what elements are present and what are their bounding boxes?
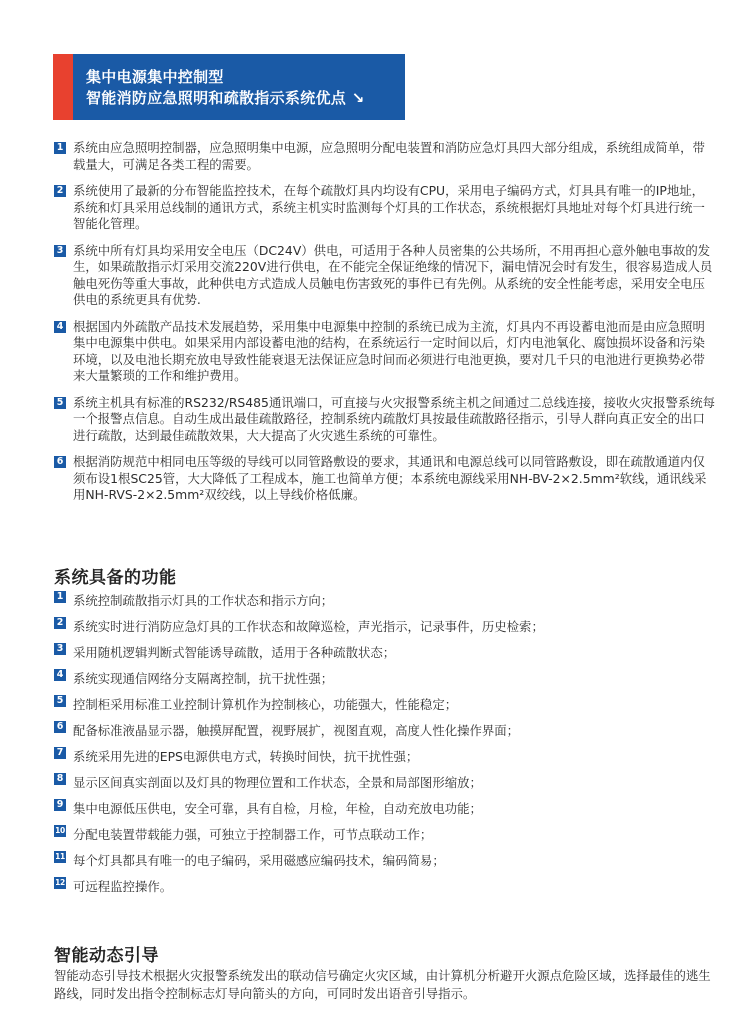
- number-badge: 10: [55, 826, 65, 835]
- number-badge: 3: [54, 245, 66, 257]
- functions-heading: 系统具备的功能: [54, 568, 177, 588]
- number-badge: 4: [54, 669, 66, 681]
- guide-paragraph: 智能动态引导技术根据火灾报警系统发出的联动信号确定火灾区域，由计算机分析避开火源点危险区域，选择最佳的逃生路线，同时发出指令控制标志灯导向箭头的方向，可同时发出语音引导指示。: [54, 968, 711, 1001]
- function-text: 配备标准液晶显示器，触摸屏配置，视野展扩，视图直观，高度人性化操作界面；: [73, 723, 520, 738]
- guide-heading: 智能动态引导: [54, 946, 159, 966]
- function-text: 系统采用先进的EPS电源供电方式，转换时间快，抗干扰性强；: [73, 749, 419, 764]
- advantage-text: 根据国内外疏散产品技术发展趋势，采用集中电源集中控制的系统已成为主流，灯具内不再设蓄电池而是由应急照明集中电源集中供电。如果采用内部设蓄电池的结构，在系统运行一定时间以后，灯内电池氧化、腐蚀损坏设备和污染环境，以及电池长期充放电导致性能衰退无法保证应急时间而必须进行电池更换，要对几千只的电池进行更换势必带来大量繁琐的工作和维护费用。: [73, 318, 705, 383]
- function-text: 分配电装置带载能力强，可独立于控制器工作，可节点联动工作；: [73, 827, 433, 842]
- banner-accent-bar: [53, 54, 73, 120]
- advantage-item: [54, 319, 716, 385]
- advantage-text: 系统主机具有标准的RS232/RS485通讯端口，可直接与火灾报警系统主机之间通过二总线连接，接收火灾报警系统每一个报警点信息。自动生成出最佳疏散路径，控制系统内疏散灯具按最佳疏散路径指示，引导人群向真正安全的出口进行疏散，达到最佳疏散效果，大大提高了火灾逃生系统的可靠性。: [73, 394, 716, 443]
- function-item: [54, 720, 716, 746]
- function-item: [54, 694, 716, 720]
- number-badge: 5: [54, 397, 66, 409]
- banner-title-line-1: 集中电源集中控制型: [86, 68, 224, 86]
- number-badge: 8: [54, 773, 66, 785]
- header-banner: [53, 54, 405, 120]
- number-badge: 9: [54, 799, 66, 811]
- function-text: 可远程监控操作。: [73, 879, 173, 894]
- advantage-text: 系统中所有灯具均采用安全电压（DC24V）供电，可适用于各种人员密集的公共场所，不用再担心意外触电事故的发生，如果疏散指示灯采用交流220V进行供电，在不能完全保证绝缘的情况下，漏电情况会时有发生，很容易造成人员触电死伤等重大事故，此种供电方式造成人员触电伤害致死的事件已有先例。从系统的安全性能考虑，采用安全电压供电的系统更具有优势.: [73, 242, 713, 307]
- function-item: [54, 642, 716, 668]
- number-badge: 7: [54, 747, 66, 759]
- advantage-text: 根据消防规范中相同电压等级的导线可以同管路敷设的要求，其通讯和电源总线可以同管路敷设，即在疏散通道内仅须布设1根SC25管，大大降低了工程成本，施工也简单方便；本系统电源线采用NH-BV-2×2.5mm²软线，通讯线采用NH-RVS-2×2.5mm²双绞线，以上导线价格低廉。: [73, 454, 707, 502]
- function-item: [54, 668, 716, 694]
- number-badge: 11: [55, 852, 65, 861]
- function-item: [54, 876, 716, 902]
- advantage-text: 系统使用了最新的分布智能监控技术，在每个疏散灯具内均设有CPU，采用电子编码方式，灯具具有唯一的IP地址，系统和灯具采用总线制的通讯方式，系统主机实时监测每个灯具的工作状态，系统根据灯具地址对每个灯具进行统一智能化管理。: [73, 183, 705, 231]
- number-badge: 5: [54, 695, 66, 707]
- function-text: 集中电源低压供电，安全可靠，具有自检，月检，年检，自动充放电功能；: [73, 801, 482, 816]
- advantages-list: [54, 140, 716, 514]
- advantage-item: [54, 454, 716, 504]
- functions-list: [54, 590, 716, 902]
- function-text: 采用随机逻辑判断式智能诱导疏散，适用于各种疏散状态；: [73, 645, 396, 660]
- function-text: 系统控制疏散指示灯具的工作状态和指示方向；: [73, 593, 334, 608]
- function-item: [54, 590, 716, 616]
- number-badge: 4: [54, 321, 66, 333]
- function-text: 系统实时进行消防应急灯具的工作状态和故障巡检，声光指示，记录事件，历史检索；: [73, 619, 544, 634]
- function-item: [54, 850, 716, 876]
- advantage-item: [54, 243, 716, 309]
- number-badge: 1: [54, 142, 66, 154]
- number-badge: 6: [54, 721, 66, 733]
- banner-title-line-2: 智能消防应急照明和疏散指示系统优点 ↘: [86, 89, 365, 107]
- function-text: 每个灯具都具有唯一的电子编码，采用磁感应编码技术，编码简易；: [73, 853, 445, 868]
- function-item: [54, 824, 716, 850]
- number-badge: 12: [55, 878, 65, 887]
- advantage-item: [54, 140, 716, 173]
- advantage-text: 系统由应急照明控制器，应急照明集中电源，应急照明分配电装置和消防应急灯具四大部分组成，系统组成简单，带载量大，可满足各类工程的需要。: [73, 140, 705, 172]
- number-badge: 2: [54, 617, 66, 629]
- function-text: 显示区间真实剖面以及灯具的物理位置和工作状态，全景和局部图形缩放；: [73, 775, 482, 790]
- function-text: 控制柜采用标准工业控制计算机作为控制核心，功能强大，性能稳定；: [73, 697, 458, 712]
- function-item: [54, 772, 716, 798]
- function-text: 系统实现通信网络分支隔离控制，抗干扰性强；: [73, 671, 334, 686]
- advantage-item: [54, 395, 716, 445]
- number-badge: 3: [54, 643, 66, 655]
- number-badge: 6: [54, 456, 66, 468]
- function-item: [54, 798, 716, 824]
- number-badge: 1: [54, 591, 66, 603]
- function-item: [54, 746, 716, 772]
- number-badge: 2: [54, 185, 66, 197]
- function-item: [54, 616, 716, 642]
- advantage-item: [54, 183, 716, 233]
